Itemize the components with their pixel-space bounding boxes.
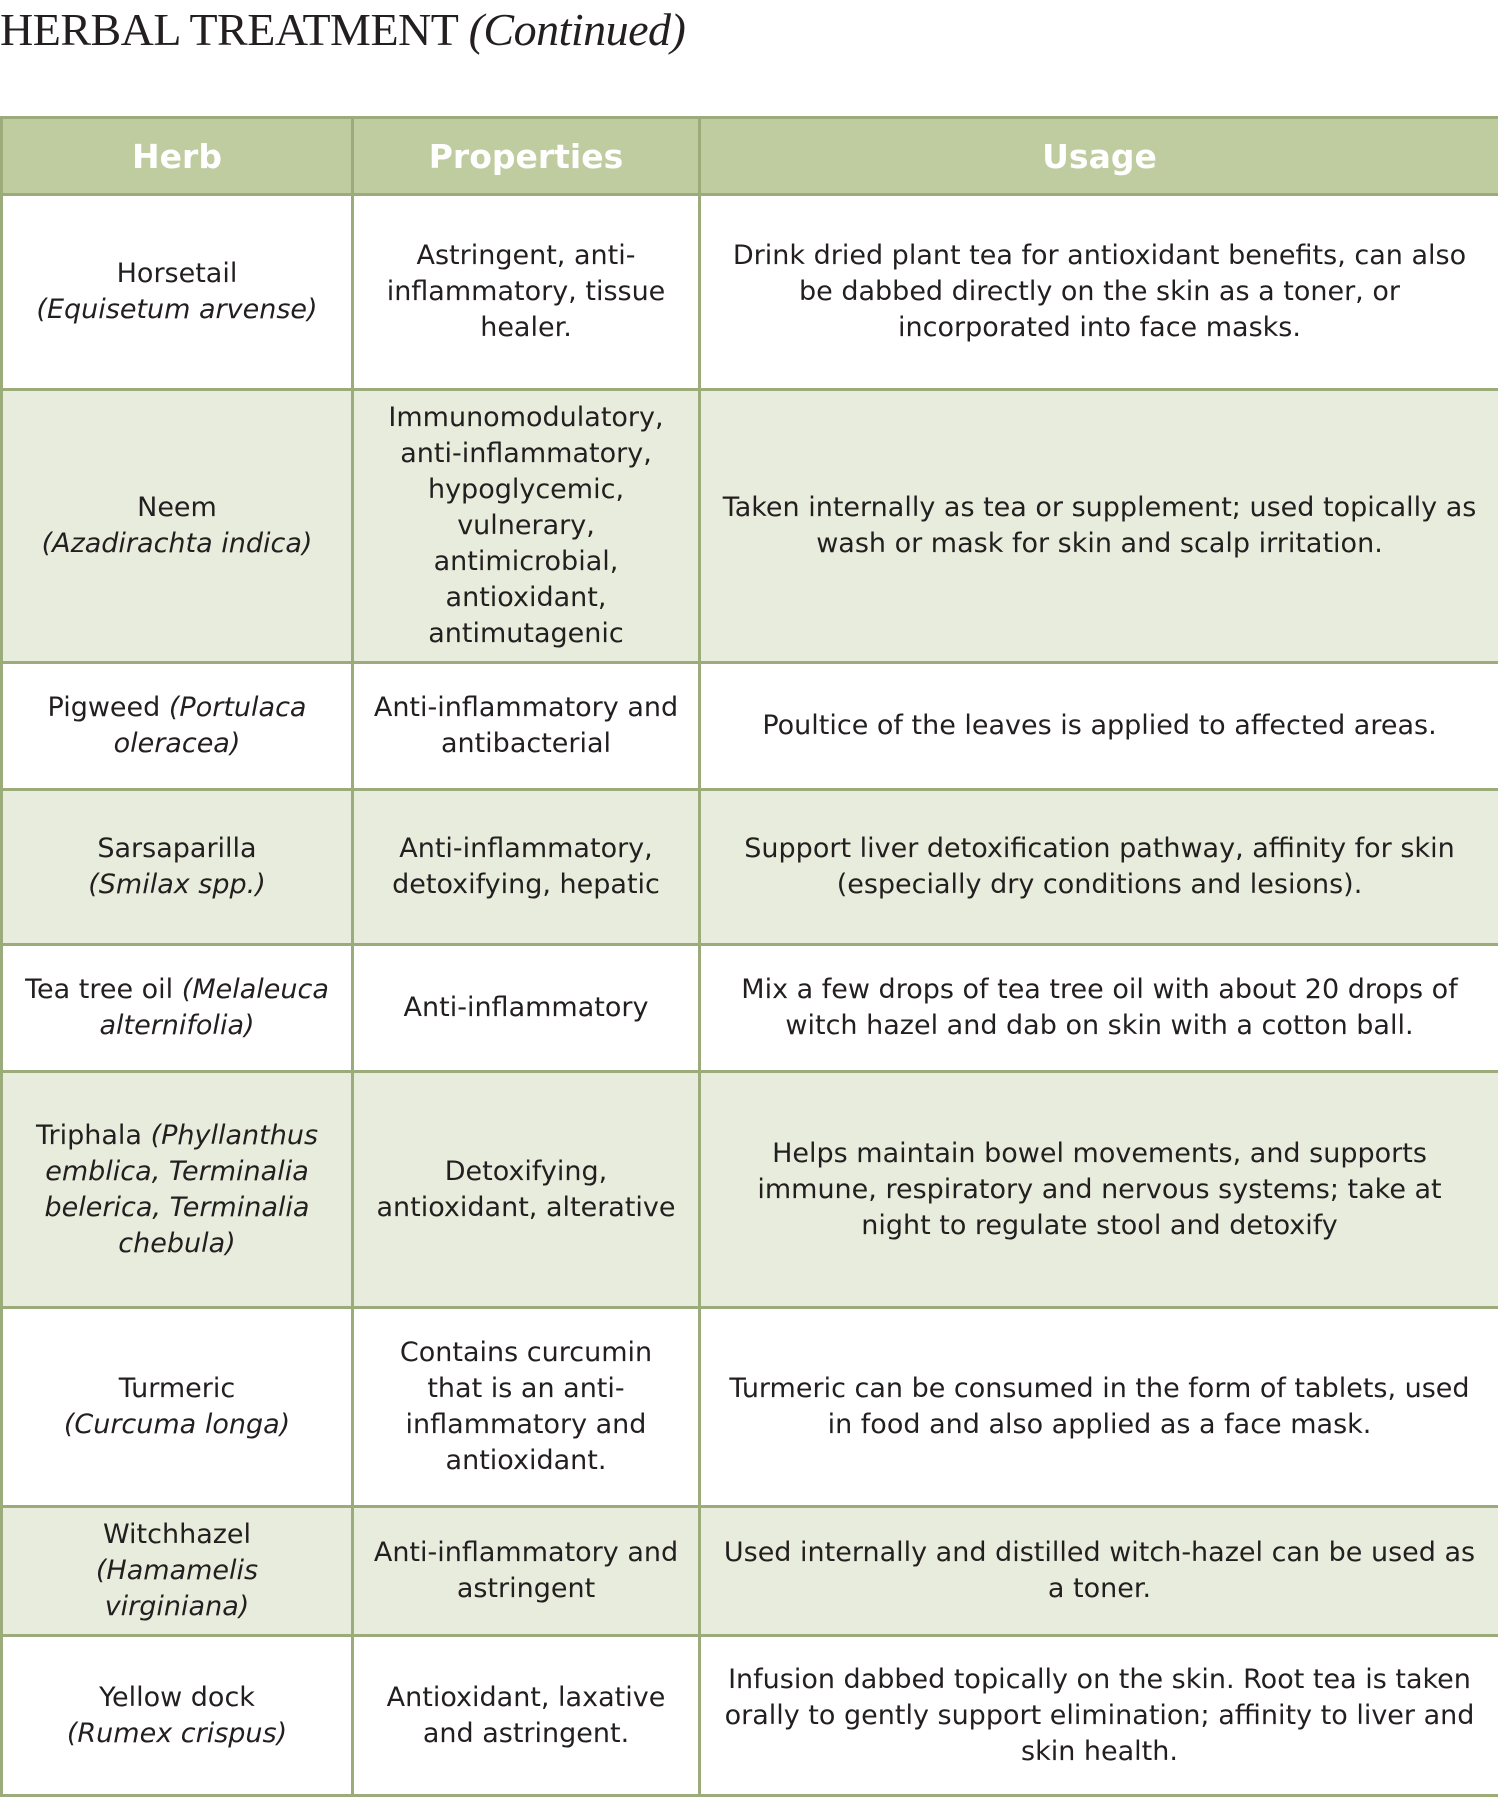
table-row — [2, 1308, 1498, 1507]
herb-common-name: Neem — [21, 490, 333, 526]
table-row — [2, 390, 1498, 663]
usage-cell: Drink dried plant tea for antioxidant benefits, can also be dabbed directly on the skin as a toner, or incorporated into face masks. — [700, 195, 1498, 390]
herb-cell — [2, 663, 353, 790]
usage-cell: Mix a few drops of tea tree oil with about 20 drops of witch hazel and dab on skin with a cotton ball. — [700, 945, 1498, 1072]
herb-common-name: Witchhazel — [103, 1519, 251, 1550]
herb-latin-name: (Hamamelis virginiana) — [96, 1555, 258, 1622]
usage-cell: Turmeric can be consumed in the form of tablets, used in food and also applied as a face mask. — [700, 1308, 1498, 1507]
table-row — [2, 1072, 1498, 1308]
table-header-row — [2, 118, 1498, 195]
herb-latin-name: (Curcuma longa) — [21, 1407, 333, 1443]
herb-common-name: Yellow dock — [21, 1680, 333, 1716]
page-title-main: HERBAL TREATMENT — [0, 4, 458, 55]
table-header — [2, 118, 1498, 195]
usage-cell: Used internally and distilled witch-hazel can be used as a toner. — [700, 1507, 1498, 1636]
properties-cell: Antioxidant, laxative and astringent. — [353, 1636, 700, 1796]
herb-cell — [2, 945, 353, 1072]
usage-cell: Poultice of the leaves is applied to affected areas. — [700, 663, 1498, 790]
properties-cell: Detoxifying, antioxidant, alterative — [353, 1072, 700, 1308]
usage-cell: Taken internally as tea or supplement; used topically as wash or mask for skin and scalp irritation. — [700, 390, 1498, 663]
header-usage: Usage — [700, 118, 1498, 195]
page-title-suffix: (Continued) — [469, 4, 686, 55]
properties-cell: Anti-inflammatory — [353, 945, 700, 1072]
properties-cell: Anti-inflammatory and antibacterial — [353, 663, 700, 790]
herb-latin-name: (Smilax spp.) — [21, 867, 333, 903]
herb-cell — [2, 1636, 353, 1796]
usage-cell: Helps maintain bowel movements, and supports immune, respiratory and nervous systems; take at night to regulate stool and detoxify — [700, 1072, 1498, 1308]
table-row — [2, 195, 1498, 390]
herb-common-name: Tea tree oil — [25, 974, 173, 1005]
table-row — [2, 1507, 1498, 1636]
table-row — [2, 663, 1498, 790]
header-properties: Properties — [353, 118, 700, 195]
herb-common-name: Sarsaparilla — [21, 831, 333, 867]
properties-cell: Immunomodulatory, anti-inflammatory, hypoglycemic, vulnerary, antimicrobial, antioxidant, antimutagenic — [353, 390, 700, 663]
herb-cell — [2, 195, 353, 390]
page-title — [0, 0, 685, 60]
herb-latin-name: (Rumex crispus) — [21, 1716, 333, 1752]
herb-common-name: Pigweed — [48, 692, 161, 723]
table-row — [2, 945, 1498, 1072]
herb-cell — [2, 1308, 353, 1507]
properties-cell: Astringent, anti-inflammatory, tissue healer. — [353, 195, 700, 390]
herb-latin-name: (Azadirachta indica) — [21, 526, 333, 562]
properties-cell: Anti-inflammatory and astringent — [353, 1507, 700, 1636]
table-row — [2, 1636, 1498, 1796]
usage-cell: Infusion dabbed topically on the skin. Root tea is taken orally to gently support elimination; affinity to liver and skin health. — [700, 1636, 1498, 1796]
herb-latin-name: (Equisetum arvense) — [21, 292, 333, 328]
herb-cell — [2, 1507, 353, 1636]
herb-cell — [2, 1072, 353, 1308]
herb-latin-name: (Phyllanthus emblica, Terminalia belerica, Terminalia chebula) — [45, 1120, 318, 1259]
herb-common-name: Turmeric — [21, 1371, 333, 1407]
herb-latin-name: (Melaleuca alternifolia) — [99, 974, 328, 1041]
herb-common-name: Triphala — [36, 1120, 142, 1151]
table-body — [2, 195, 1498, 1796]
herb-common-name: Horsetail — [21, 256, 333, 292]
properties-cell: Contains curcumin that is an anti-inflammatory and antioxidant. — [353, 1308, 700, 1507]
properties-cell: Anti-inflammatory, detoxifying, hepatic — [353, 790, 700, 945]
herb-table — [0, 116, 1498, 1797]
herb-latin-name: (Portulaca oleracea) — [114, 692, 307, 759]
table-row — [2, 790, 1498, 945]
herb-cell — [2, 390, 353, 663]
header-herb: Herb — [2, 118, 353, 195]
usage-cell: Support liver detoxification pathway, affinity for skin (especially dry conditions and lesions). — [700, 790, 1498, 945]
herb-cell — [2, 790, 353, 945]
